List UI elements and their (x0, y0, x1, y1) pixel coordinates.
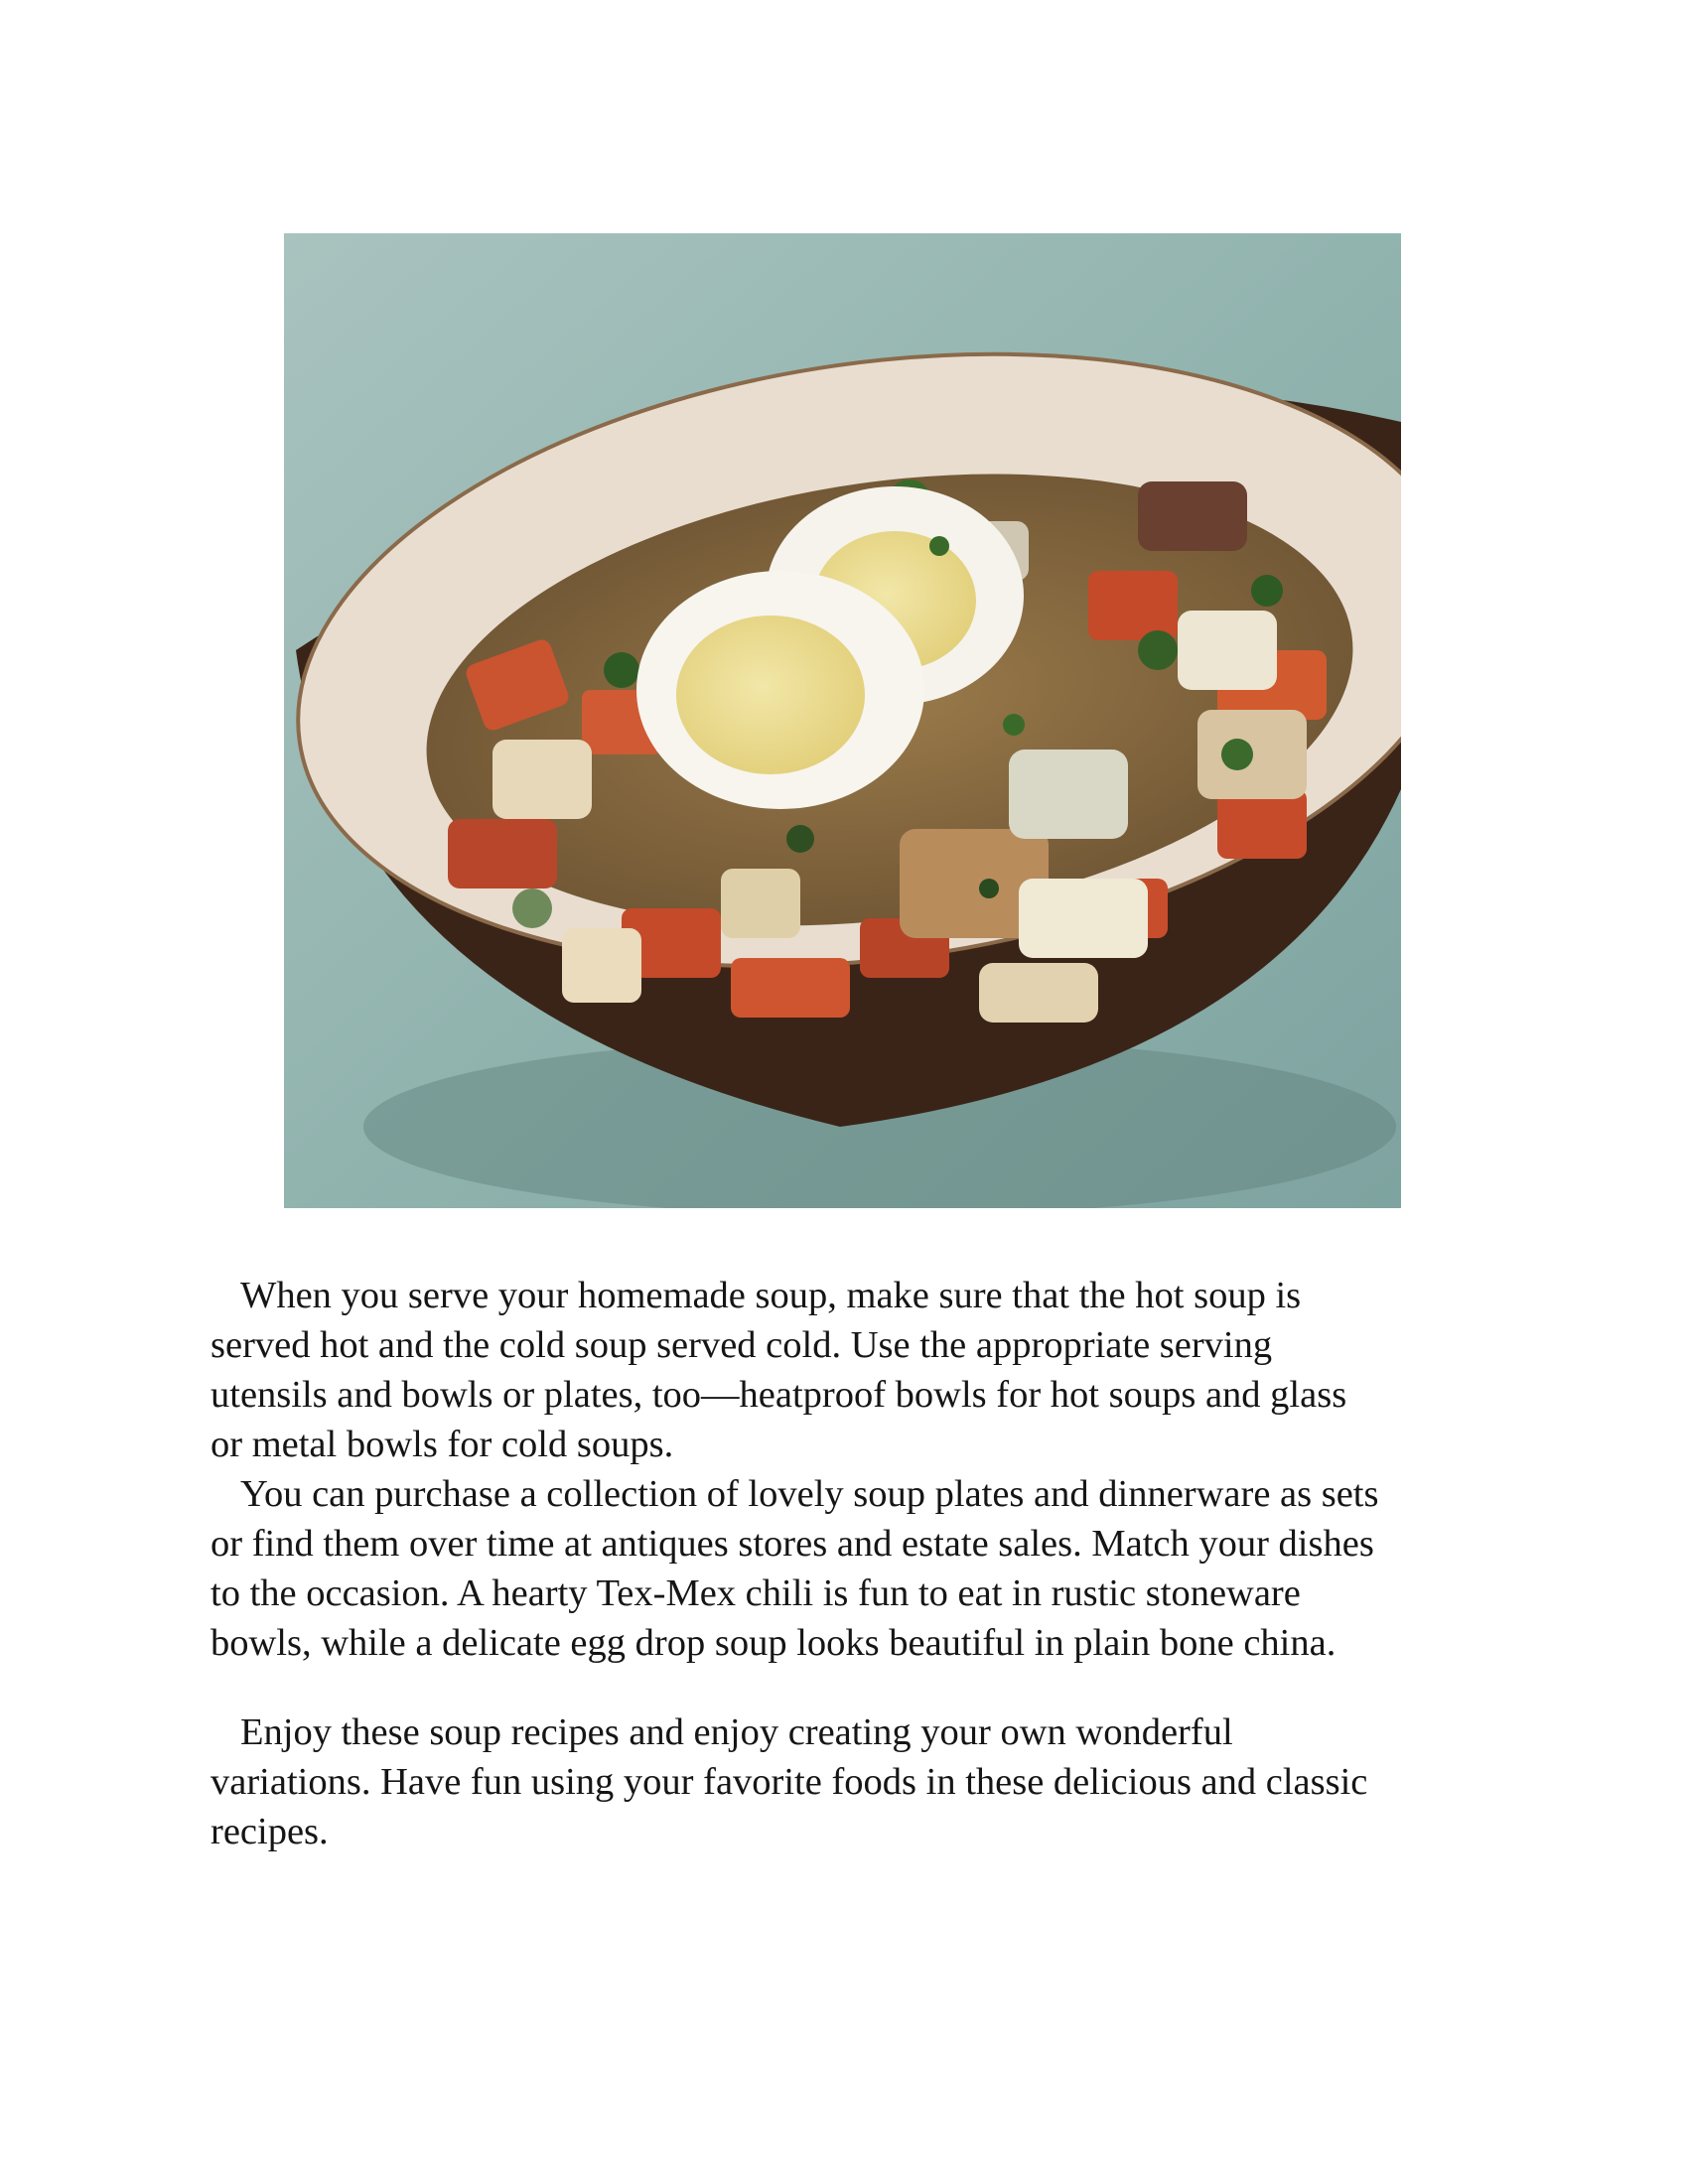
text-line: utensils and bowls or plates, too—heatproof bowls for hot soups and glass (211, 1374, 1347, 1416)
text-line: When you serve your homemade soup, make sure that the hot soup is (240, 1275, 1302, 1316)
text-line: to the occasion. A hearty Tex-Mex chili is fun to eat in rustic stoneware (211, 1572, 1301, 1614)
text-line: or find them over time at antiques stores and estate sales. Match your dishes (211, 1523, 1374, 1565)
text-line: served hot and the cold soup served cold. Use the appropriate serving (211, 1324, 1273, 1366)
text-line: or metal bowls for cold soups. (211, 1424, 674, 1465)
paragraph-gap (211, 1668, 1501, 1707)
text-line: bowls, while a delicate egg drop soup looks beautiful in plain bone china. (211, 1622, 1336, 1664)
paragraph-enjoy (211, 1707, 1501, 1856)
text-line: You can purchase a collection of lovely soup plates and dinnerware as sets (240, 1473, 1379, 1515)
soup-bowl-photo (284, 233, 1401, 1208)
text-line: Enjoy these soup recipes and enjoy creating your own wonderful (240, 1711, 1233, 1753)
text-line: variations. Have fun using your favorite foods in these delicious and classic (211, 1761, 1368, 1803)
body-text (211, 1271, 1501, 1856)
bowl-of-soup-with-egg-icon (284, 233, 1401, 1208)
paragraph-dinnerware (211, 1469, 1501, 1668)
text-line: recipes. (211, 1811, 329, 1852)
paragraph-serving (211, 1271, 1501, 1469)
